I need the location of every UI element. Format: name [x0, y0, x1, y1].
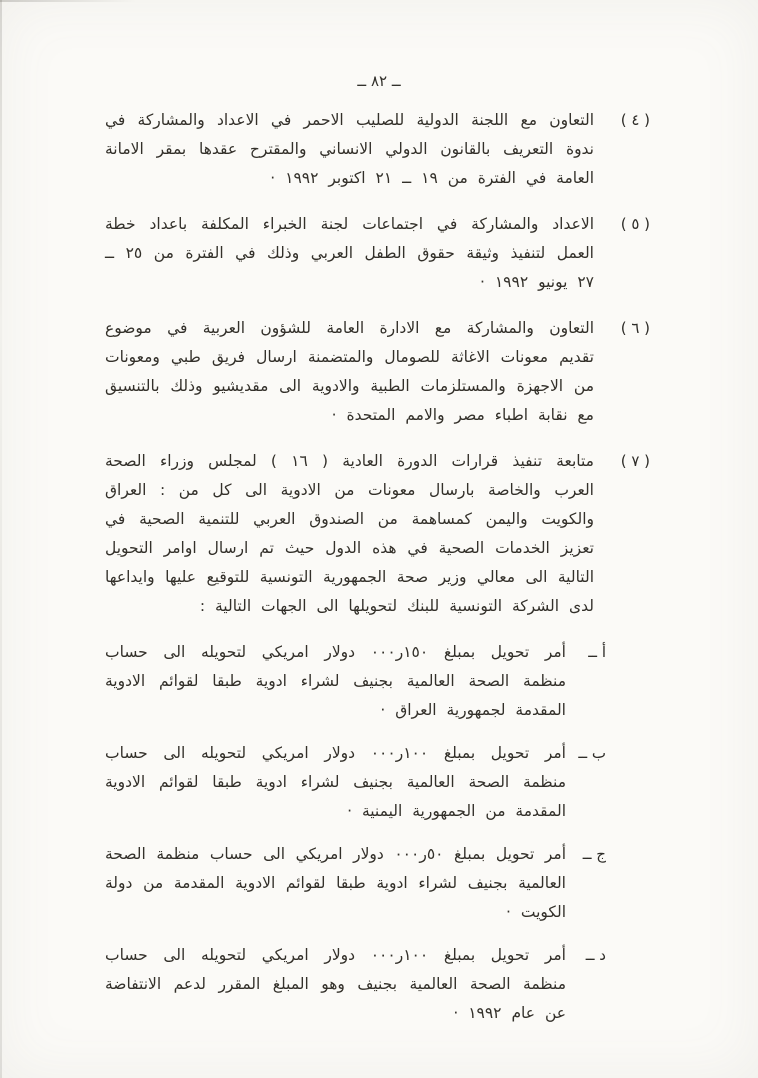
list-item-7: [105, 447, 650, 621]
sub-item-text: أمر تحويل بمبلغ ١٥٠ر٠٠٠ دولار امريكي لتحويله الى حساب منظمة الصحة العالمية بجنيف لشراء ادوية طبقا لقوائم الادوية المقدمة لجمهورية العراق ·: [105, 643, 566, 719]
sub-item-text: أمر تحويل بمبلغ ١٠٠ر٠٠٠ دولار امريكي لتحويله الى حساب منظمة الصحة العالمية بجنيف وهو المبلغ المقرر لدعم الانتفاضة عن عام ١٩٩٢ ·: [105, 946, 566, 1022]
list-item-4: [105, 106, 650, 193]
sub-item-d: [105, 941, 606, 1028]
item-text: متابعة تنفيذ قرارات الدورة العادية ( ١٦ ) لمجلس وزراء الصحة العرب والخاصة بارسال معونات من الادوية الى كل من : العراق والكويت واليمن كمساهمة من الصندوق العربي للتنمية الصحية في تعزيز الخدمات الصحية في هذه الدول حيث تم ارسال اوامر التحويل التالية الى معالي وزير صحة الجمهورية التونسية للتوقيع عليها وايداعها لدى الشركة التونسية للبنك لتحويلها الى الجهات التالية :: [105, 452, 594, 615]
item-number: ( ٤ ): [620, 111, 650, 129]
item-text: التعاون مع اللجنة الدولية للصليب الاحمر في الاعداد والمشاركة في ندوة التعريف بالقانون الدولي الانساني والمقترح عقدها بمقر الامانة العامة في الفترة من ١٩ ــ ٢١ اكتوبر ١٩٩٢ ·: [105, 111, 594, 187]
sub-item-j: [105, 840, 606, 927]
sub-item-letter: ب ــ: [578, 744, 606, 762]
sub-item-text: أمر تحويل بمبلغ ٥٠ر٠٠٠ دولار امريكي الى حساب منظمة الصحة العالمية بجنيف لشراء ادوية طبقا لقوائم الادوية المقدمة من دولة الكويت ·: [105, 845, 567, 921]
sub-items-list: [105, 638, 606, 1028]
sub-item-b: [105, 739, 606, 826]
list-item-5: [105, 210, 650, 297]
scan-artifact-left: [0, 0, 2, 1078]
sub-item-letter: د ــ: [585, 946, 606, 964]
document-body: [105, 106, 650, 1042]
sub-item-text: أمر تحويل بمبلغ ١٠٠ر٠٠٠ دولار امريكي لتحويله الى حساب منظمة الصحة العالمية بجنيف لشراء ادوية طبقا لقوائم الادوية المقدمة من الجمهورية اليمنية ·: [105, 744, 566, 820]
sub-item-a: [105, 638, 606, 725]
page-number: ــ ٨٢ ــ: [357, 72, 401, 90]
scan-artifact-top: [0, 0, 758, 2]
item-text: الاعداد والمشاركة في اجتماعات لجنة الخبراء المكلفة باعداد خطة العمل لتنفيذ وثيقة حقوق الطفل العربي وذلك في الفترة من ٢٥ ــ ٢٧ يونيو ١٩٩٢ ·: [105, 215, 594, 291]
sub-item-letter: ج ــ: [582, 845, 606, 863]
item-text: التعاون والمشاركة مع الادارة العامة للشؤون العربية في موضوع تقديم معونات الاغاثة للصومال والمتضمنة ارسال فريق طبي ومعونات من الاجهزة والمستلزمات الطبية والادوية الى مقديشيو وذلك بالتنسيق مع نقابة اطباء مصر والامم المتحدة ·: [105, 319, 594, 424]
sub-item-letter: أ ــ: [588, 643, 606, 661]
item-number: ( ٥ ): [620, 215, 650, 233]
item-number: ( ٦ ): [620, 319, 650, 337]
item-number: ( ٧ ): [620, 452, 650, 470]
list-item-6: [105, 314, 650, 430]
